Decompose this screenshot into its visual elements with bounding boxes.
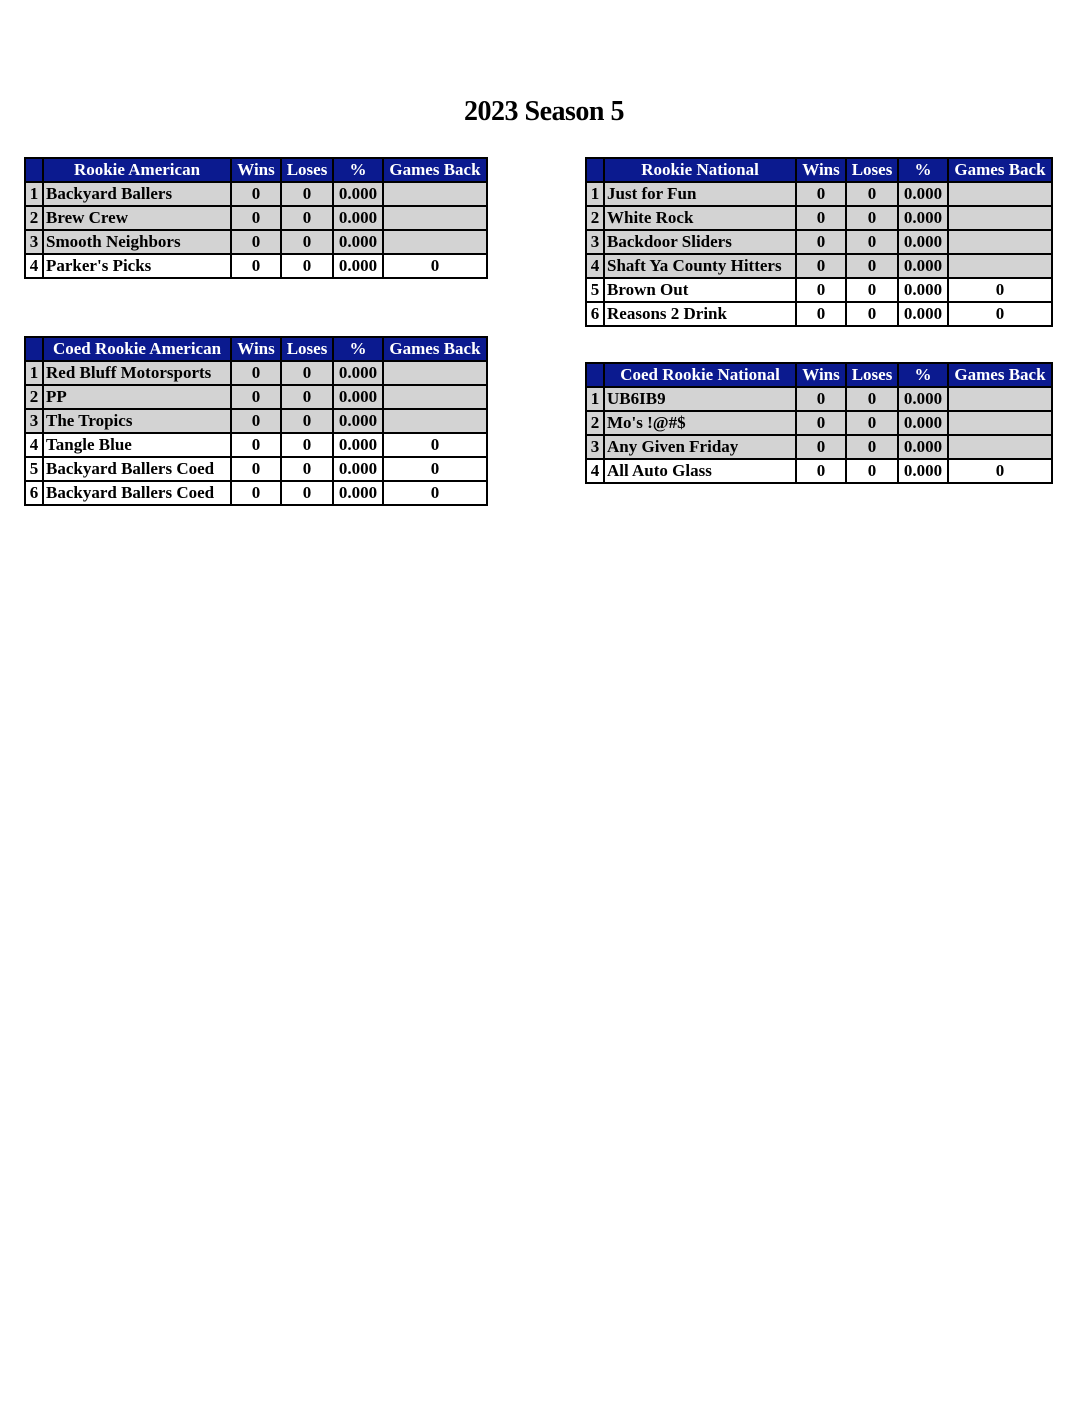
pct-cell: 0.000 [898, 278, 948, 302]
games-back-cell [383, 206, 487, 230]
games-back-cell: 0 [948, 459, 1052, 483]
loses-cell: 0 [281, 433, 333, 457]
games-back-cell [948, 206, 1052, 230]
loses-cell: 0 [281, 481, 333, 505]
pct-cell: 0.000 [898, 459, 948, 483]
table-row [586, 254, 1052, 278]
rank-header [586, 158, 604, 182]
table-row [25, 230, 487, 254]
wins-cell: 0 [231, 385, 281, 409]
wins-header: Wins [796, 158, 846, 182]
rank-cell: 2 [25, 385, 43, 409]
table-row [25, 206, 487, 230]
wins-cell: 0 [796, 254, 846, 278]
loses-cell: 0 [846, 254, 898, 278]
division-name: Coed Rookie National [604, 363, 796, 387]
loses-cell: 0 [281, 409, 333, 433]
wins-cell: 0 [796, 206, 846, 230]
loses-header: Loses [281, 158, 333, 182]
pct-header: % [898, 158, 948, 182]
loses-cell: 0 [846, 230, 898, 254]
loses-cell: 0 [846, 302, 898, 326]
table-row [586, 278, 1052, 302]
rank-cell: 1 [586, 182, 604, 206]
loses-header: Loses [846, 363, 898, 387]
division-name: Rookie American [43, 158, 231, 182]
pct-cell: 0.000 [333, 182, 383, 206]
loses-cell: 0 [846, 435, 898, 459]
team-cell: Red Bluff Motorsports [43, 361, 231, 385]
pct-cell: 0.000 [333, 361, 383, 385]
loses-cell: 0 [846, 411, 898, 435]
wins-header: Wins [796, 363, 846, 387]
team-cell: Parker's Picks [43, 254, 231, 278]
table-row [586, 387, 1052, 411]
games-back-cell [948, 435, 1052, 459]
games-back-cell [948, 411, 1052, 435]
games-back-cell [948, 230, 1052, 254]
rank-cell: 6 [25, 481, 43, 505]
games-back-cell [948, 254, 1052, 278]
wins-cell: 0 [796, 459, 846, 483]
table-row [25, 481, 487, 505]
table-row [586, 435, 1052, 459]
pct-cell: 0.000 [898, 302, 948, 326]
loses-header: Loses [281, 337, 333, 361]
pct-cell: 0.000 [898, 435, 948, 459]
team-cell: UB6IB9 [604, 387, 796, 411]
rank-cell: 4 [586, 459, 604, 483]
games-back-cell: 0 [383, 433, 487, 457]
team-cell: Backyard Ballers [43, 182, 231, 206]
pct-header: % [898, 363, 948, 387]
games-back-header: Games Back [948, 158, 1052, 182]
table-row [586, 459, 1052, 483]
loses-cell: 0 [281, 206, 333, 230]
team-cell: Brew Crew [43, 206, 231, 230]
games-back-header: Games Back [383, 158, 487, 182]
games-back-cell [948, 182, 1052, 206]
team-cell: Tangle Blue [43, 433, 231, 457]
games-back-cell [948, 387, 1052, 411]
pct-cell: 0.000 [898, 230, 948, 254]
team-cell: PP [43, 385, 231, 409]
team-cell: Mo's !@#$ [604, 411, 796, 435]
table-row [586, 182, 1052, 206]
loses-cell: 0 [281, 254, 333, 278]
team-cell: Backyard Ballers Coed [43, 481, 231, 505]
table-row [25, 361, 487, 385]
pct-cell: 0.000 [333, 385, 383, 409]
loses-cell: 0 [281, 230, 333, 254]
wins-header: Wins [231, 158, 281, 182]
wins-cell: 0 [231, 457, 281, 481]
team-cell: Smooth Neighbors [43, 230, 231, 254]
team-cell: Any Given Friday [604, 435, 796, 459]
rank-cell: 3 [25, 409, 43, 433]
rank-header [25, 158, 43, 182]
rank-cell: 5 [586, 278, 604, 302]
loses-cell: 0 [846, 459, 898, 483]
rank-cell: 2 [25, 206, 43, 230]
pct-cell: 0.000 [333, 409, 383, 433]
pct-cell: 0.000 [333, 230, 383, 254]
games-back-cell: 0 [383, 481, 487, 505]
wins-cell: 0 [231, 361, 281, 385]
team-cell: Backdoor Sliders [604, 230, 796, 254]
rank-cell: 2 [586, 411, 604, 435]
rank-cell: 6 [586, 302, 604, 326]
standings-table-rookie-national [585, 157, 1053, 327]
loses-cell: 0 [281, 457, 333, 481]
pct-cell: 0.000 [898, 254, 948, 278]
wins-cell: 0 [796, 411, 846, 435]
loses-header: Loses [846, 158, 898, 182]
loses-cell: 0 [846, 387, 898, 411]
table-row [586, 411, 1052, 435]
team-cell: Just for Fun [604, 182, 796, 206]
pct-cell: 0.000 [898, 387, 948, 411]
rank-header [25, 337, 43, 361]
table-row [586, 230, 1052, 254]
pct-cell: 0.000 [333, 254, 383, 278]
wins-cell: 0 [231, 230, 281, 254]
loses-cell: 0 [281, 385, 333, 409]
loses-cell: 0 [281, 182, 333, 206]
pct-header: % [333, 158, 383, 182]
team-cell: Brown Out [604, 278, 796, 302]
games-back-cell: 0 [948, 302, 1052, 326]
wins-cell: 0 [231, 254, 281, 278]
rank-cell: 2 [586, 206, 604, 230]
pct-cell: 0.000 [333, 206, 383, 230]
wins-cell: 0 [231, 409, 281, 433]
wins-header: Wins [231, 337, 281, 361]
pct-cell: 0.000 [898, 411, 948, 435]
rank-cell: 1 [25, 361, 43, 385]
table-row [586, 206, 1052, 230]
division-name: Rookie National [604, 158, 796, 182]
wins-cell: 0 [231, 481, 281, 505]
games-back-cell: 0 [948, 278, 1052, 302]
team-cell: White Rock [604, 206, 796, 230]
loses-cell: 0 [846, 206, 898, 230]
team-cell: Shaft Ya County Hitters [604, 254, 796, 278]
wins-cell: 0 [796, 387, 846, 411]
wins-cell: 0 [796, 182, 846, 206]
loses-cell: 0 [846, 182, 898, 206]
wins-cell: 0 [231, 206, 281, 230]
games-back-cell: 0 [383, 457, 487, 481]
games-back-cell [383, 361, 487, 385]
rank-cell: 3 [25, 230, 43, 254]
pct-header: % [333, 337, 383, 361]
wins-cell: 0 [231, 182, 281, 206]
pct-cell: 0.000 [333, 433, 383, 457]
team-cell: Reasons 2 Drink [604, 302, 796, 326]
rank-cell: 1 [586, 387, 604, 411]
pct-cell: 0.000 [898, 206, 948, 230]
rank-cell: 3 [586, 435, 604, 459]
rank-cell: 3 [586, 230, 604, 254]
wins-cell: 0 [796, 435, 846, 459]
games-back-cell [383, 385, 487, 409]
rank-cell: 4 [586, 254, 604, 278]
page-title: 2023 Season 5 [464, 96, 624, 127]
pct-cell: 0.000 [333, 457, 383, 481]
pct-cell: 0.000 [333, 481, 383, 505]
team-cell: Backyard Ballers Coed [43, 457, 231, 481]
games-back-cell [383, 182, 487, 206]
team-cell: All Auto Glass [604, 459, 796, 483]
wins-cell: 0 [796, 278, 846, 302]
table-row [25, 182, 487, 206]
games-back-header: Games Back [948, 363, 1052, 387]
standings-table-coed-rookie-american [24, 336, 488, 506]
table-row [25, 385, 487, 409]
team-cell: The Tropics [43, 409, 231, 433]
wins-cell: 0 [796, 230, 846, 254]
rank-header [586, 363, 604, 387]
division-name: Coed Rookie American [43, 337, 231, 361]
standings-table-rookie-american [24, 157, 488, 279]
games-back-header: Games Back [383, 337, 487, 361]
wins-cell: 0 [231, 433, 281, 457]
table-row [25, 433, 487, 457]
table-row [25, 409, 487, 433]
table-row [25, 254, 487, 278]
loses-cell: 0 [846, 278, 898, 302]
table-row [586, 302, 1052, 326]
rank-cell: 1 [25, 182, 43, 206]
standings-table-coed-rookie-national [585, 362, 1053, 484]
rank-cell: 4 [25, 254, 43, 278]
loses-cell: 0 [281, 361, 333, 385]
pct-cell: 0.000 [898, 182, 948, 206]
games-back-cell [383, 409, 487, 433]
table-header-row [586, 158, 1052, 182]
table-header-row [25, 337, 487, 361]
table-row [25, 457, 487, 481]
table-header-row [25, 158, 487, 182]
rank-cell: 4 [25, 433, 43, 457]
wins-cell: 0 [796, 302, 846, 326]
games-back-cell [383, 230, 487, 254]
table-header-row [586, 363, 1052, 387]
rank-cell: 5 [25, 457, 43, 481]
games-back-cell: 0 [383, 254, 487, 278]
